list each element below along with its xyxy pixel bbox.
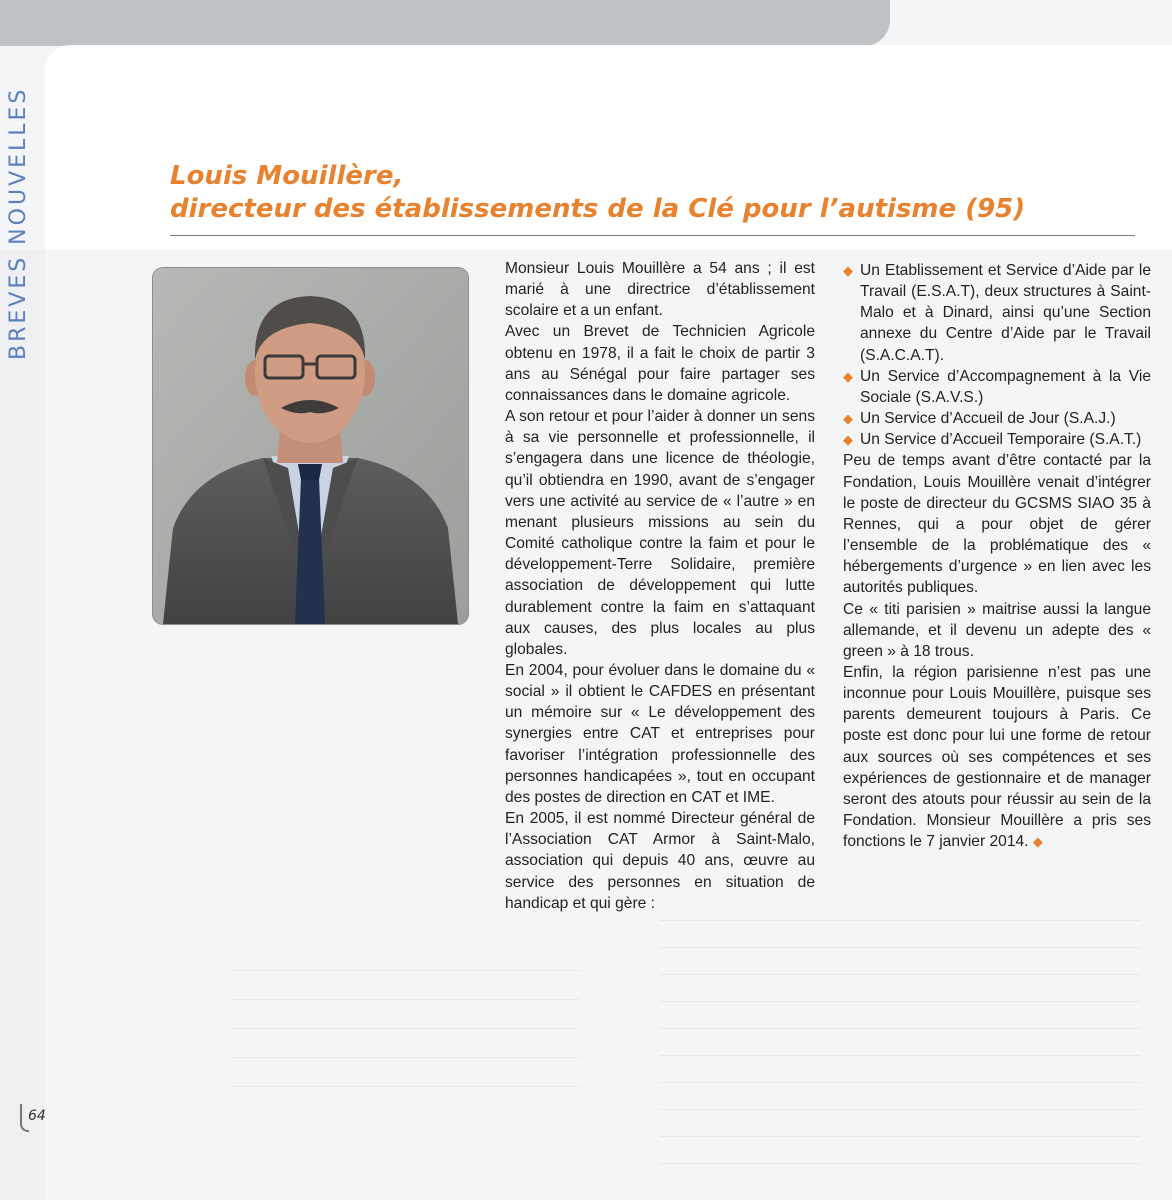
page-number: 64 — [28, 1108, 46, 1124]
paragraph: Monsieur Louis Mouillère a 54 ans ; il est marié à une directrice d’établissement scolaire et a un enfant. — [505, 260, 815, 320]
article-column-1 — [505, 258, 815, 914]
paragraph: Peu de temps avant d’être contacté par la Fondation, Louis Mouillère venait d’intégrer le poste de directeur du GCSMS SIAO 35 à Rennes, qui a pour objet de gérer l’ensemble de la problématique des « hébergements d’urgence » en lien avec les autorités publiques. — [843, 452, 1151, 597]
diamond-bullet-icon: ◆ — [843, 368, 853, 384]
heading-line-1: Louis Mouillère, — [170, 161, 404, 191]
paragraph: A son retour et pour l’aider à donner un sens à sa vie personnelle et professionnelle, il s’engagera dans une licence de théologie, qu’il obtiendra en 1990, avant de s’engager vers une activité au service de « l’autre » en menant plusieurs missions au sein du Comité catholique contre la faim et pour le développement-Terre Solidaire, première association de développement qui lutte durablement contre la faim en s’attaquant aux causes, des plus locales au plus globales. — [505, 408, 815, 658]
paragraph: Enfin, la région parisienne n’est pas une inconnue pour Louis Mouillère, puisque ses parents demeurent toujours à Paris. Ce poste est donc pour lui une forme de retour aux sources où ses compétences et ses expériences de gestionnaire et de manager seront des atouts pour réussir au sein de la Fondation. Monsieur Mouillère a pris ses fonctions le 7 janvier 2014. ◆ — [843, 663, 1151, 851]
paragraph: En 2004, pour évoluer dans le domaine du « social » il obtient le CAFDES en présentant un mémoire sur « Le développement des synergies entre CAT et entreprises pour favoriser l’intégration professionnelle des personnes handicapées », tout en occupant des postes de direction en CAT et IME. — [505, 661, 815, 806]
paragraph: Ce « titi parisien » maitrise aussi la langue allemande, et il devenu un adepte des « green » à 18 trous. — [843, 600, 1151, 660]
diamond-bullet-icon: ◆ — [843, 432, 853, 448]
left-margin-strip — [0, 250, 45, 1200]
bullet-item: ◆ Un Service d’Accompagnement à la Vie Sociale (S.A.V.S.) — [843, 367, 1151, 406]
section-label: BREVES NOUVELLES — [6, 86, 31, 360]
bullet-item: ◆ Un Service d’Accueil Temporaire (S.A.T.) — [843, 431, 1142, 449]
heading-line-2: directeur des établissements de la Clé pour l’autisme (95) — [170, 194, 1026, 224]
paragraph: En 2005, il est nommé Directeur général de l’Association CAT Armor à Saint-Malo, association qui depuis 40 ans, œuvre au service des personnes en situation de handicap et qui gère : — [505, 810, 815, 912]
heading-divider — [170, 235, 1135, 236]
portrait-photo-icon — [153, 268, 468, 624]
bleed-through-lines — [660, 900, 1140, 1170]
diamond-bullet-icon: ◆ — [843, 411, 853, 427]
bullet-item: ◆ Un Service d’Accueil de Jour (S.A.J.) — [843, 410, 1116, 428]
bullet-item: ◆ Un Etablissement et Service d’Aide par le Travail (E.S.A.T), deux structures à Saint-Malo et à Dinard, ainsi qu’une Section annexe du Centre d’Aide par le Travail (S.A.C.A.T). — [843, 262, 1151, 364]
article-column-2 — [843, 260, 1151, 852]
diamond-bullet-icon: ◆ — [843, 263, 853, 278]
portrait-photo — [153, 268, 468, 624]
header-tab — [0, 0, 890, 46]
paragraph: Avec un Brevet de Technicien Agricole obtenu en 1978, il a fait le choix de partir 3 ans au Sénégal pour faire partager ses connaissances dans le domaine agricole. — [505, 323, 815, 404]
end-of-article-diamond-icon: ◆ — [1032, 834, 1043, 850]
article-heading — [170, 160, 1130, 226]
bleed-through-lines-left — [230, 950, 580, 1095]
